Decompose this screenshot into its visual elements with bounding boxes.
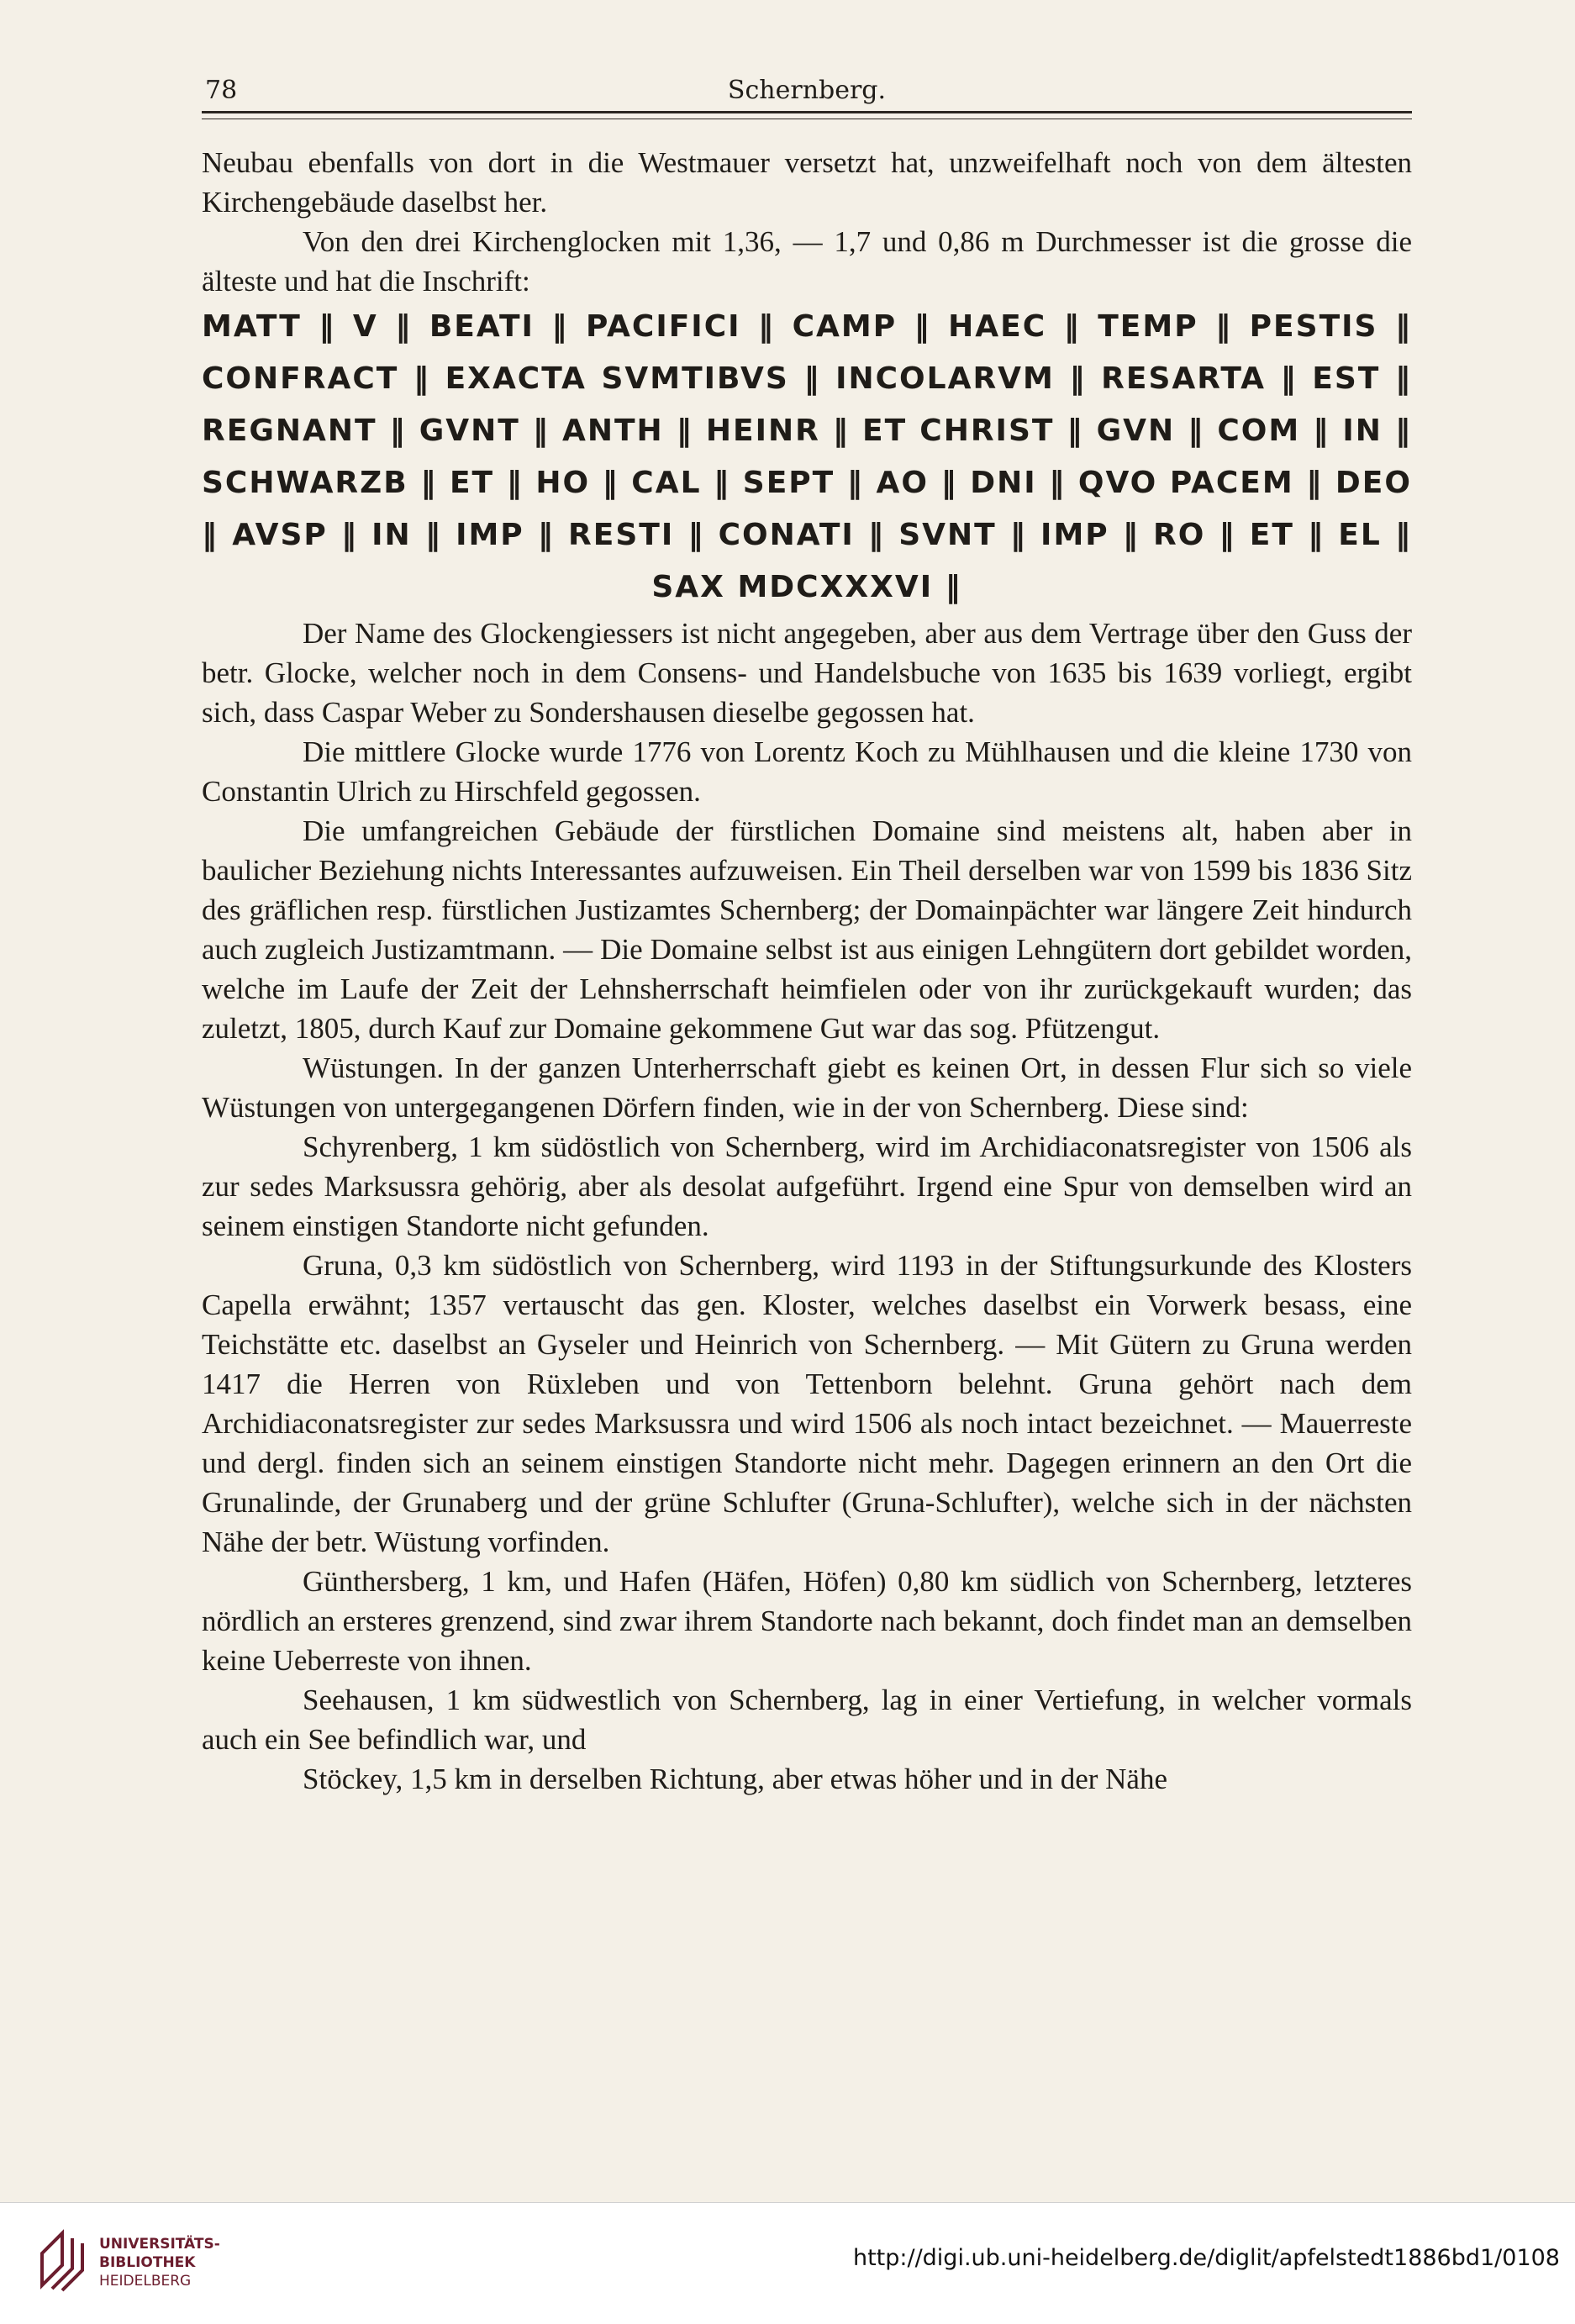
paragraph: Wüstungen. In der ganzen Unterherrschaft giebt es keinen Ort, in dessen Flur sich so viele Wüstungen von untergegangenen Dörfern finden, wie in der von Schernberg. Diese sind:	[202, 1051, 1412, 1124]
paragraph: Neubau ebenfalls von dort in die Westmauer versetzt hat, unzweifelhaft noch von dem ältesten Kirchengebäude daselbst her.	[202, 146, 1412, 219]
permalink-url[interactable]: http://digi.ub.uni-heidelberg.de/diglit/apfelstedt1886bd1/0108	[852, 2245, 1560, 2271]
paragraph: Die mittlere Glocke wurde 1776 von Lorentz Koch zu Mühlhausen und die kleine 1730 von Constantin Ulrich zu Hirschfeld gegossen.	[202, 735, 1412, 808]
paragraph: Gruna, 0,3 km südöstlich von Schernberg, wird 1193 in der Stiftungsurkunde des Klosters Capella erwähnt; 1357 vertauscht das gen. Kloster, welches daselbst ein Vorwerk besass, eine Teichstätte etc. daselbst an Gyseler und Heinrich von Schernberg. — Mit Gütern zu Gruna werden 1417 die Herren von Rüxleben und von Tettenborn belehnt. Gruna gehört nach dem Archidiaconatsregister zur sedes Marksussra und wird 1506 als noch intact bezeichnet. — Mauerreste und dergl. finden sich an seinem einstigen Standorte nicht mehr. Dagegen erinnern an den Ort die Grunalinde, der Grunaberg und der grüne Schlufter (Gruna-Schlufter), welche sich in der nächsten Nähe der betr. Wüstung vorfinden.	[202, 1249, 1412, 1558]
library-footer	[0, 2202, 1575, 2324]
running-title: Schernberg.	[727, 76, 887, 105]
bell-inscription: MATT ‖ V ‖ BEATI ‖ PACIFICI ‖ CAMP ‖ HAEC ‖ TEMP ‖ PESTIS ‖ CONFRACT ‖ EXACTA SVMTIBVS ‖ INCOLARVM ‖ RESARTA ‖ EST ‖ REGNANT ‖ GVNT ‖ ANTH ‖ HEINR ‖ ET CHRIST ‖ GVN ‖ COM ‖ IN ‖ SCHWARZB ‖ ET ‖ HO ‖ CAL ‖ SEPT ‖ AO ‖ DNI ‖ QVO PACEM ‖ DEO ‖ AVSP ‖ IN ‖ IMP ‖ RESTI ‖ CONATI ‖ SVNT ‖ IMP ‖ RO ‖ ET ‖ EL ‖ SAX MDCXXXVI ‖	[202, 309, 1412, 604]
body-text	[202, 143, 1412, 1799]
paragraph: Seehausen, 1 km südwestlich von Schernberg, lag in einer Vertiefung, in welcher vormals auch ein See befindlich war, und	[202, 1684, 1412, 1756]
library-name	[99, 2235, 220, 2290]
paragraph: Schyrenberg, 1 km südöstlich von Schernberg, wird im Archidiaconatsregister von 1506 als zur sedes Marksussra gehörig, aber als desolat aufgeführt. Irgend eine Spur von demselben wird an seinem einstigen Standorte nicht gefunden.	[202, 1130, 1412, 1242]
paragraph: Von den drei Kirchenglocken mit 1,36, — 1,7 und 0,86 m Durchmesser ist die grosse die älteste und hat die Inschrift:	[202, 225, 1412, 298]
running-head	[202, 76, 1412, 109]
paragraph: Der Name des Glockengiessers ist nicht angegeben, aber aus dem Vertrage über den Guss der betr. Glocke, welcher noch in dem Consens- und Handelsbuche von 1635 bis 1639 vorliegt, ergibt sich, dass Caspar Weber zu Sondershausen dieselbe gegossen hat.	[202, 617, 1412, 729]
paragraph: Die umfangreichen Gebäude der fürstlichen Domaine sind meistens alt, haben aber in baulicher Beziehung nichts Interessantes aufzuweisen. Ein Theil derselben war von 1599 bis 1836 Sitz des gräflichen resp. fürstlichen Justizamtes Schernberg; der Domainpächter war längere Zeit hindurch auch zugleich Justizamtmann. — Die Domaine selbst ist aus einigen Lehngütern dort gebildet worden, welche im Laufe der Zeit der Lehnsherrschaft heimfielen oder von ihr zurückgekauft wurden; das zuletzt, 1805, durch Kauf zur Domaine gekommene Gut war das sog. Pfützengut.	[202, 814, 1412, 1045]
page-number: 78	[205, 76, 238, 105]
library-name-line: HEIDELBERG	[99, 2273, 192, 2290]
library-name-line: BIBLIOTHEK	[99, 2254, 196, 2271]
paragraph: Günthersberg, 1 km, und Hafen (Häfen, Höfen) 0,80 km südlich von Schernberg, letzteres nördlich an ersteres grenzend, sind zwar ihrem Standorte nach bekannt, doch findet man an demselben keine Ueberreste von ihnen.	[202, 1565, 1412, 1677]
library-logo-icon	[37, 2227, 89, 2292]
library-name-line: UNIVERSITÄTS-	[99, 2236, 220, 2253]
header-rule	[202, 111, 1412, 119]
paragraph: Stöckey, 1,5 km in derselben Richtung, aber etwas höher und in der Nähe	[303, 1763, 1167, 1795]
